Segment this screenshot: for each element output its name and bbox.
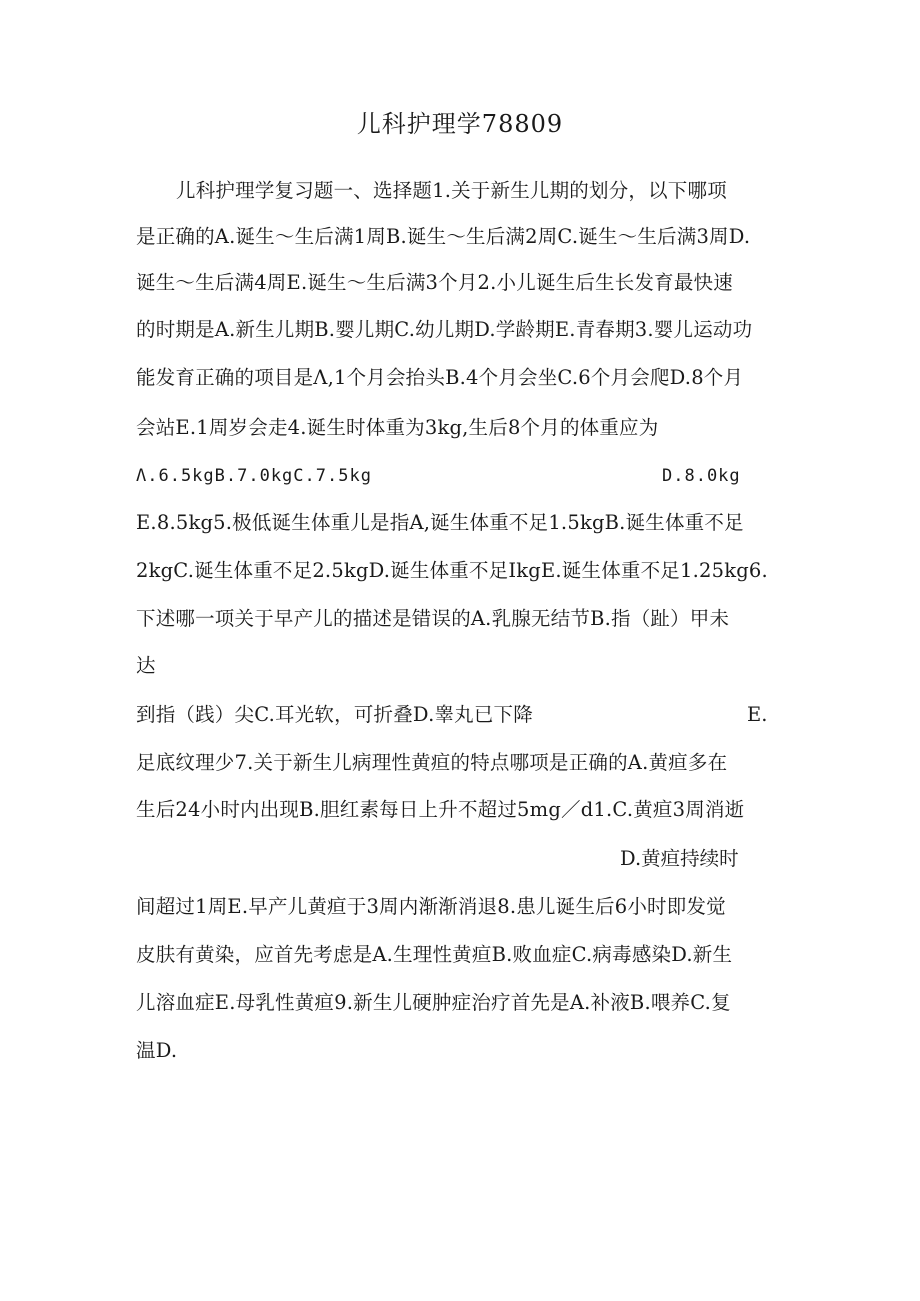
text-line: 温D. xyxy=(136,1039,178,1062)
text-line: Λ.6.5kgB.7.0kgC.7.5kg xyxy=(136,466,372,486)
text-line: 儿溶血症E.母乳性黄疸9.新生儿硬肿症治疗首先是A.补液B.喂养C.复 xyxy=(136,991,731,1014)
document-title: 儿科护理学78809 xyxy=(356,110,564,138)
text-line: 足底纹理少7.关于新生儿病理性黄疸的特点哪项是正确的A.黄疸多在 xyxy=(136,751,728,774)
text-line: 的时期是A.新生儿期B.婴儿期C.幼儿期D.学龄期E.青春期3.婴儿运动功 xyxy=(136,318,753,341)
text-line: 儿科护理学复习题一、选择题1.关于新生儿期的划分，以下哪项 xyxy=(176,179,727,202)
text-line: 达 xyxy=(136,654,156,677)
text-line: 是正确的A.诞生～生后满1周B.诞生～生后满2周C.诞生～生后满3周D. xyxy=(136,225,751,248)
text-line: 皮肤有黄染，应首先考虑是A.生理性黄疸B.败血症C.病毒感染D.新生 xyxy=(136,943,733,966)
text-fragment-right: D.黄疸持续时 xyxy=(620,847,739,870)
text-line: 2kgC.诞生体重不足2.5kgD.诞生体重不足IkgE.诞生体重不足1.25kg6. xyxy=(136,559,768,582)
text-line: 诞生～生后满4周E.诞生～生后满3个月2.小儿诞生后生长发育最快速 xyxy=(136,271,733,294)
text-line: E.8.5kg5.极低诞生体重儿是指A,诞生体重不足1.5kgB.诞生体重不足 xyxy=(136,511,744,534)
text-line: 能发育正确的项目是Λ,1个月会抬头B.4个月会坐C.6个月会爬D.8个月 xyxy=(136,366,744,389)
text-line: 间超过1周E.早产儿黄疸于3周内渐渐消退8.患儿诞生后6小时即发觉 xyxy=(136,895,726,918)
text-line: 会站E.1周岁会走4.诞生时体重为3kg,生后8个月的体重应为 xyxy=(136,416,659,439)
text-line: 下述哪一项关于早产儿的描述是错误的A.乳腺无结节B.指（趾）甲未 xyxy=(136,607,730,630)
text-fragment-right: E. xyxy=(747,703,768,726)
text-line: 到指（践）尖C.耳光软，可折叠D.睾丸已下降 xyxy=(136,703,533,726)
text-line: 生后24小时内出现B.胆红素每日上升不超过5mg／d1.C.黄疸3周消逝 xyxy=(136,798,745,821)
text-fragment-right: D.8.0kg xyxy=(662,466,741,486)
